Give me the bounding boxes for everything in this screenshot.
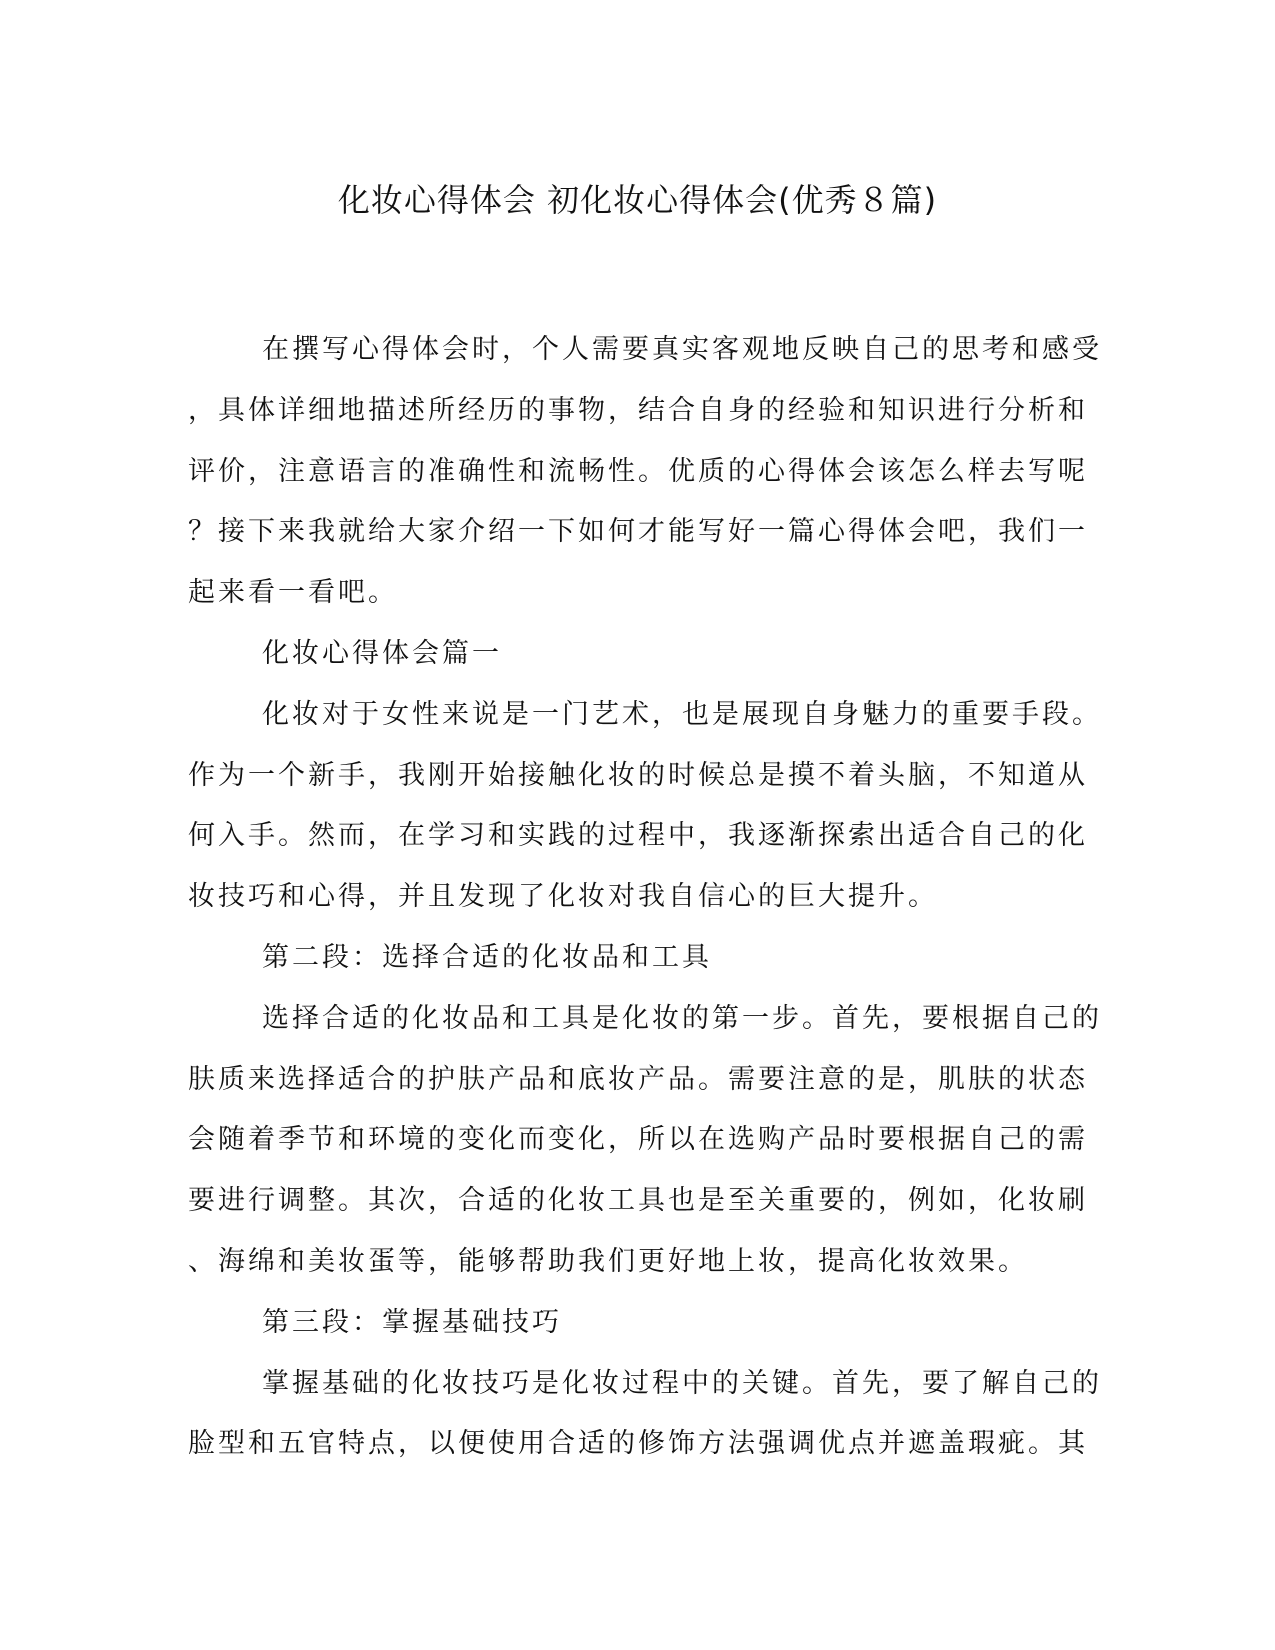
section-heading: 第二段：选择合适的化妆品和工具 xyxy=(262,941,712,973)
document-title: 化妆心得体会 初化妆心得体会(优秀８篇) xyxy=(337,181,938,219)
paragraph-line: 评价，注意语言的准确性和流畅性。优质的心得体会该怎么样去写呢 xyxy=(188,455,1088,487)
section-heading: 第三段：掌握基础技巧 xyxy=(262,1306,562,1338)
paragraph-line: ？接下来我就给大家介绍一下如何才能写好一篇心得体会吧，我们一 xyxy=(188,516,1088,548)
document-body xyxy=(188,320,1102,1475)
paragraph-line: 、海绵和美妆蛋等，能够帮助我们更好地上妆，提高化妆效果。 xyxy=(188,1245,1028,1277)
paragraph-line: 何入手。然而，在学习和实践的过程中，我逐渐探索出适合自己的化 xyxy=(188,820,1088,852)
paragraph-line: 在撰写心得体会时，个人需要真实客观地反映自己的思考和感受 xyxy=(262,334,1102,365)
paragraph-line: 选择合适的化妆品和工具是化妆的第一步。首先，要根据自己的 xyxy=(262,1002,1102,1034)
paragraph-line: 脸型和五官特点，以便使用合适的修饰方法强调优点并遮盖瑕疵。其 xyxy=(188,1428,1088,1460)
paragraph-line: 起来看一看吧。 xyxy=(188,577,398,609)
paragraph-line: 作为一个新手，我刚开始接触化妆的时候总是摸不着头脑，不知道从 xyxy=(188,759,1088,791)
section-heading: 化妆心得体会篇一 xyxy=(262,637,502,669)
paragraph-line: ，具体详细地描述所经历的事物，结合自身的经验和知识进行分析和 xyxy=(188,394,1088,426)
paragraph-line: 会随着季节和环境的变化而变化，所以在选购产品时要根据自己的需 xyxy=(188,1124,1088,1156)
paragraph-line: 掌握基础的化妆技巧是化妆过程中的关键。首先，要了解自己的 xyxy=(262,1367,1102,1399)
paragraph-line: 化妆对于女性来说是一门艺术，也是展现自身魅力的重要手段。 xyxy=(262,698,1102,730)
paragraph-line: 妆技巧和心得，并且发现了化妆对我自信心的巨大提升。 xyxy=(188,881,938,913)
paragraph-line: 肤质来选择适合的护肤产品和底妆产品。需要注意的是，肌肤的状态 xyxy=(188,1063,1088,1095)
paragraph-line: 要进行调整。其次，合适的化妆工具也是至关重要的，例如，化妆刷 xyxy=(188,1185,1088,1217)
